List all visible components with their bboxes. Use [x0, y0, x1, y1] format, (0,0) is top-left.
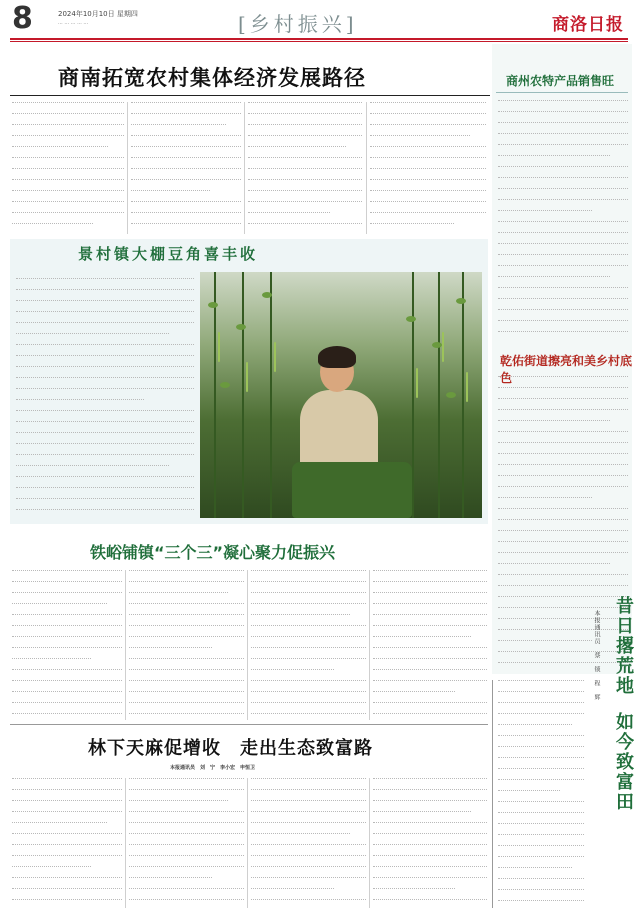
middle-body-col-1 — [12, 570, 122, 720]
lead-headline-rule — [10, 95, 490, 96]
lead-body-col-4 — [370, 102, 486, 234]
column-divider — [366, 102, 367, 234]
right-middle-headline: 乾佑街道擦亮和美乡村底色 — [500, 354, 633, 385]
bottom-body-col-4 — [373, 778, 487, 908]
page-number: 8 — [12, 1, 33, 36]
bottom-byline: 本报通讯员 刘 宁 李小宏 申恒卫 — [170, 765, 256, 771]
column-divider — [247, 570, 248, 720]
masthead — [0, 0, 638, 40]
paper-logo: 商洛日报 — [552, 15, 624, 35]
publication-date: 2024年10月10日 星期四 — [58, 10, 138, 18]
masthead-rule — [10, 38, 628, 40]
editor-credits: ··· ··· ··· ··· ··· — [58, 21, 89, 27]
column-divider — [369, 570, 370, 720]
photo-story-body — [16, 278, 194, 518]
column-divider — [125, 570, 126, 720]
bottom-headline: 林下天麻促增收 走出生态致富路 — [88, 738, 373, 759]
commentary-headline-1: 昔日撂荒地 — [613, 596, 634, 696]
bottom-body-col-2 — [129, 778, 244, 908]
middle-headline: 铁峪铺镇“三个三”凝心聚力促振兴 — [90, 543, 336, 562]
photo-story-headline: 景村镇大棚豆角喜丰收 — [78, 245, 259, 263]
commentary-byline: 本报通讯员 蔡 锁 程 辉 — [593, 610, 600, 701]
middle-body-col-2 — [129, 570, 244, 720]
bean-harvest-photo — [200, 272, 482, 518]
column-divider — [127, 102, 128, 234]
column-divider — [244, 102, 245, 234]
column-divider — [369, 778, 370, 908]
commentary-body — [498, 680, 584, 908]
column-divider — [247, 778, 248, 908]
right-middle-body — [498, 376, 628, 668]
bean-basket — [292, 462, 412, 518]
section-title: [乡村振兴] — [238, 12, 358, 36]
lead-body-col-1 — [12, 102, 124, 234]
bottom-story-rule — [10, 724, 488, 725]
lead-body-col-2 — [131, 102, 241, 234]
right-top-rule — [496, 92, 628, 93]
bottom-body-col-3 — [251, 778, 366, 908]
lead-body-col-3 — [248, 102, 362, 234]
middle-body-col-4 — [373, 570, 487, 720]
right-top-headline: 商州农特产品销售旺 — [506, 74, 615, 88]
column-divider — [125, 778, 126, 908]
bottom-body-col-1 — [12, 778, 122, 908]
commentary-headline-2: 如今致富田 — [613, 712, 634, 812]
middle-body-col-3 — [251, 570, 366, 720]
column-divider — [492, 680, 493, 908]
right-top-body — [498, 100, 628, 338]
lead-headline: 商南拓宽农村集体经济发展路径 — [58, 66, 366, 90]
masthead-rule-thin — [10, 41, 628, 42]
